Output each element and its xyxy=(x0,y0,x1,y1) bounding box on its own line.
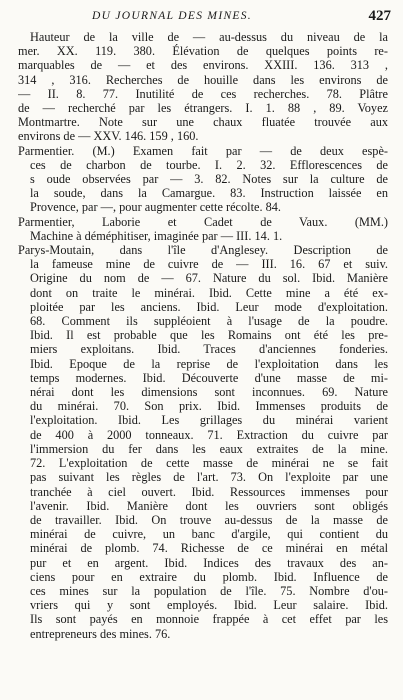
text-line: minérai de plomb. 74. Richesse de ce minérai en métal xyxy=(30,541,388,556)
index-text xyxy=(18,30,388,641)
text-line: 68. Comment ils suppléoient à l'usage de la poudre. xyxy=(30,314,388,329)
text-line: du minérai. 70. Son prix. Ibid. Immenses produits de xyxy=(30,399,388,414)
text-line: dont on traite le minérai. Ibid. Cette mine a été ex- xyxy=(30,285,388,300)
text-line: ciens pour en extraire du plomb. Ibid. Influence de xyxy=(30,569,388,584)
text-line: entrepreneurs des mines. 76. xyxy=(30,626,171,641)
text-line: de — recherché par les étrangers. I. 1. 88 , 89. Voyez xyxy=(18,101,388,116)
index-entry-heading: Parmentier. (M.) Examen fait par — de deux espè- xyxy=(18,143,388,158)
text-line: — II. 8. 77. Inutilité de ces recherches. 78. Plâtre xyxy=(18,86,388,101)
text-line: temps modernes. Ibid. Découverte d'une masse de mi- xyxy=(30,370,388,385)
text-line: de travailler. Ibid. On trouve au-dessus de la masse de xyxy=(30,512,388,527)
text-line: Ils sont payés en monnoie frappée à cet effet par les xyxy=(30,612,388,627)
text-line: nérai dont les dimensions sont inconnues. 69. Nature xyxy=(30,385,388,400)
text-line: ces mines sur la population de l'île. 75. Nombre d'ou- xyxy=(30,583,388,598)
index-entry-heading: Parmentier, Laborie et Cadet de Vaux. (MM.) xyxy=(18,214,388,229)
text-line: Hauteur de la ville de — au-dessus du niveau de la xyxy=(30,30,388,44)
text-line: l'immersion du fer dans les eaux extraites de la mine. xyxy=(30,441,388,456)
text-line: marquables de — et des environs. XXIII. 136. 313 , xyxy=(18,58,388,73)
text-line: pur et en argent. Ibid. Indices des travaux des an- xyxy=(30,555,388,570)
text-line: l'avenir. Ibid. Manière dont les ouvriers sont obligés xyxy=(30,498,388,513)
text-line: la fameuse mine de cuivre de — III. 16. 67 et suiv. xyxy=(30,257,388,272)
text-line: environs de — XXV. 146. 159 , 160. xyxy=(18,129,199,144)
text-line: 72. L'exploitation de cette masse de minérai ne se fait xyxy=(30,456,388,471)
text-line: miers exploitans. Ibid. Traces d'anciennes fonderies. xyxy=(30,342,388,357)
text-line: Machine à déméphitiser, imaginée par — III. 14. 1. xyxy=(30,228,283,243)
text-line: ces de charbon de tourbe. I. 2. 32. Efflorescences de xyxy=(30,157,388,172)
page-number: 427 xyxy=(368,8,391,24)
text-line: mer. XX. 119. 380. Élévation de quelques points re- xyxy=(18,44,388,59)
text-line: Provence, par —, pour augmenter cette récolte. 84. xyxy=(30,200,281,215)
text-line: ploitée par les anciens. Ibid. Leur mode d'exploitation. xyxy=(30,299,388,314)
text-line: la soude, dans la Camargue. 83. Instruction laissée en xyxy=(30,186,388,201)
text-line: Ibid. Il est probable que les Romains ont été les pre- xyxy=(30,328,388,343)
text-line: pas suivant les règles de l'art. 73. On l'exploite par une xyxy=(30,470,388,485)
text-line: vriers qui y sont employés. Ibid. Leur salaire. Ibid. xyxy=(30,598,388,613)
text-line: tranchée à ciel ouvert. Ibid. Ressources immenses pour xyxy=(30,484,388,499)
text-line: de 400 à 2000 tonneaux. 71. Extraction du cuivre par xyxy=(30,427,388,442)
text-line: l'exploitation. Ibid. Les grillages du minérai varient xyxy=(30,413,388,428)
text-line: minérai de cuivre, un banc d'argile, qui contient du xyxy=(30,527,388,542)
text-line: Ibid. Epoque de la reprise de l'exploitation dans les xyxy=(30,356,388,371)
text-line: Origine du nom de — 67. Nature du sol. Ibid. Manière xyxy=(30,271,388,286)
running-head xyxy=(0,8,403,30)
index-entry-heading: Parys-Moutain, dans l'île d'Anglesey. Description de xyxy=(18,243,388,258)
running-title: DU JOURNAL DES MINES. xyxy=(92,10,252,22)
text-line: Montmartre. Note sur une chaux fluatée trouvée aux xyxy=(18,115,388,130)
text-line: s oude observées par — 3. 82. Notes sur la culture de xyxy=(30,172,388,187)
text-line: 314 , 316. Recherches de houille dans les environs de xyxy=(18,72,388,87)
